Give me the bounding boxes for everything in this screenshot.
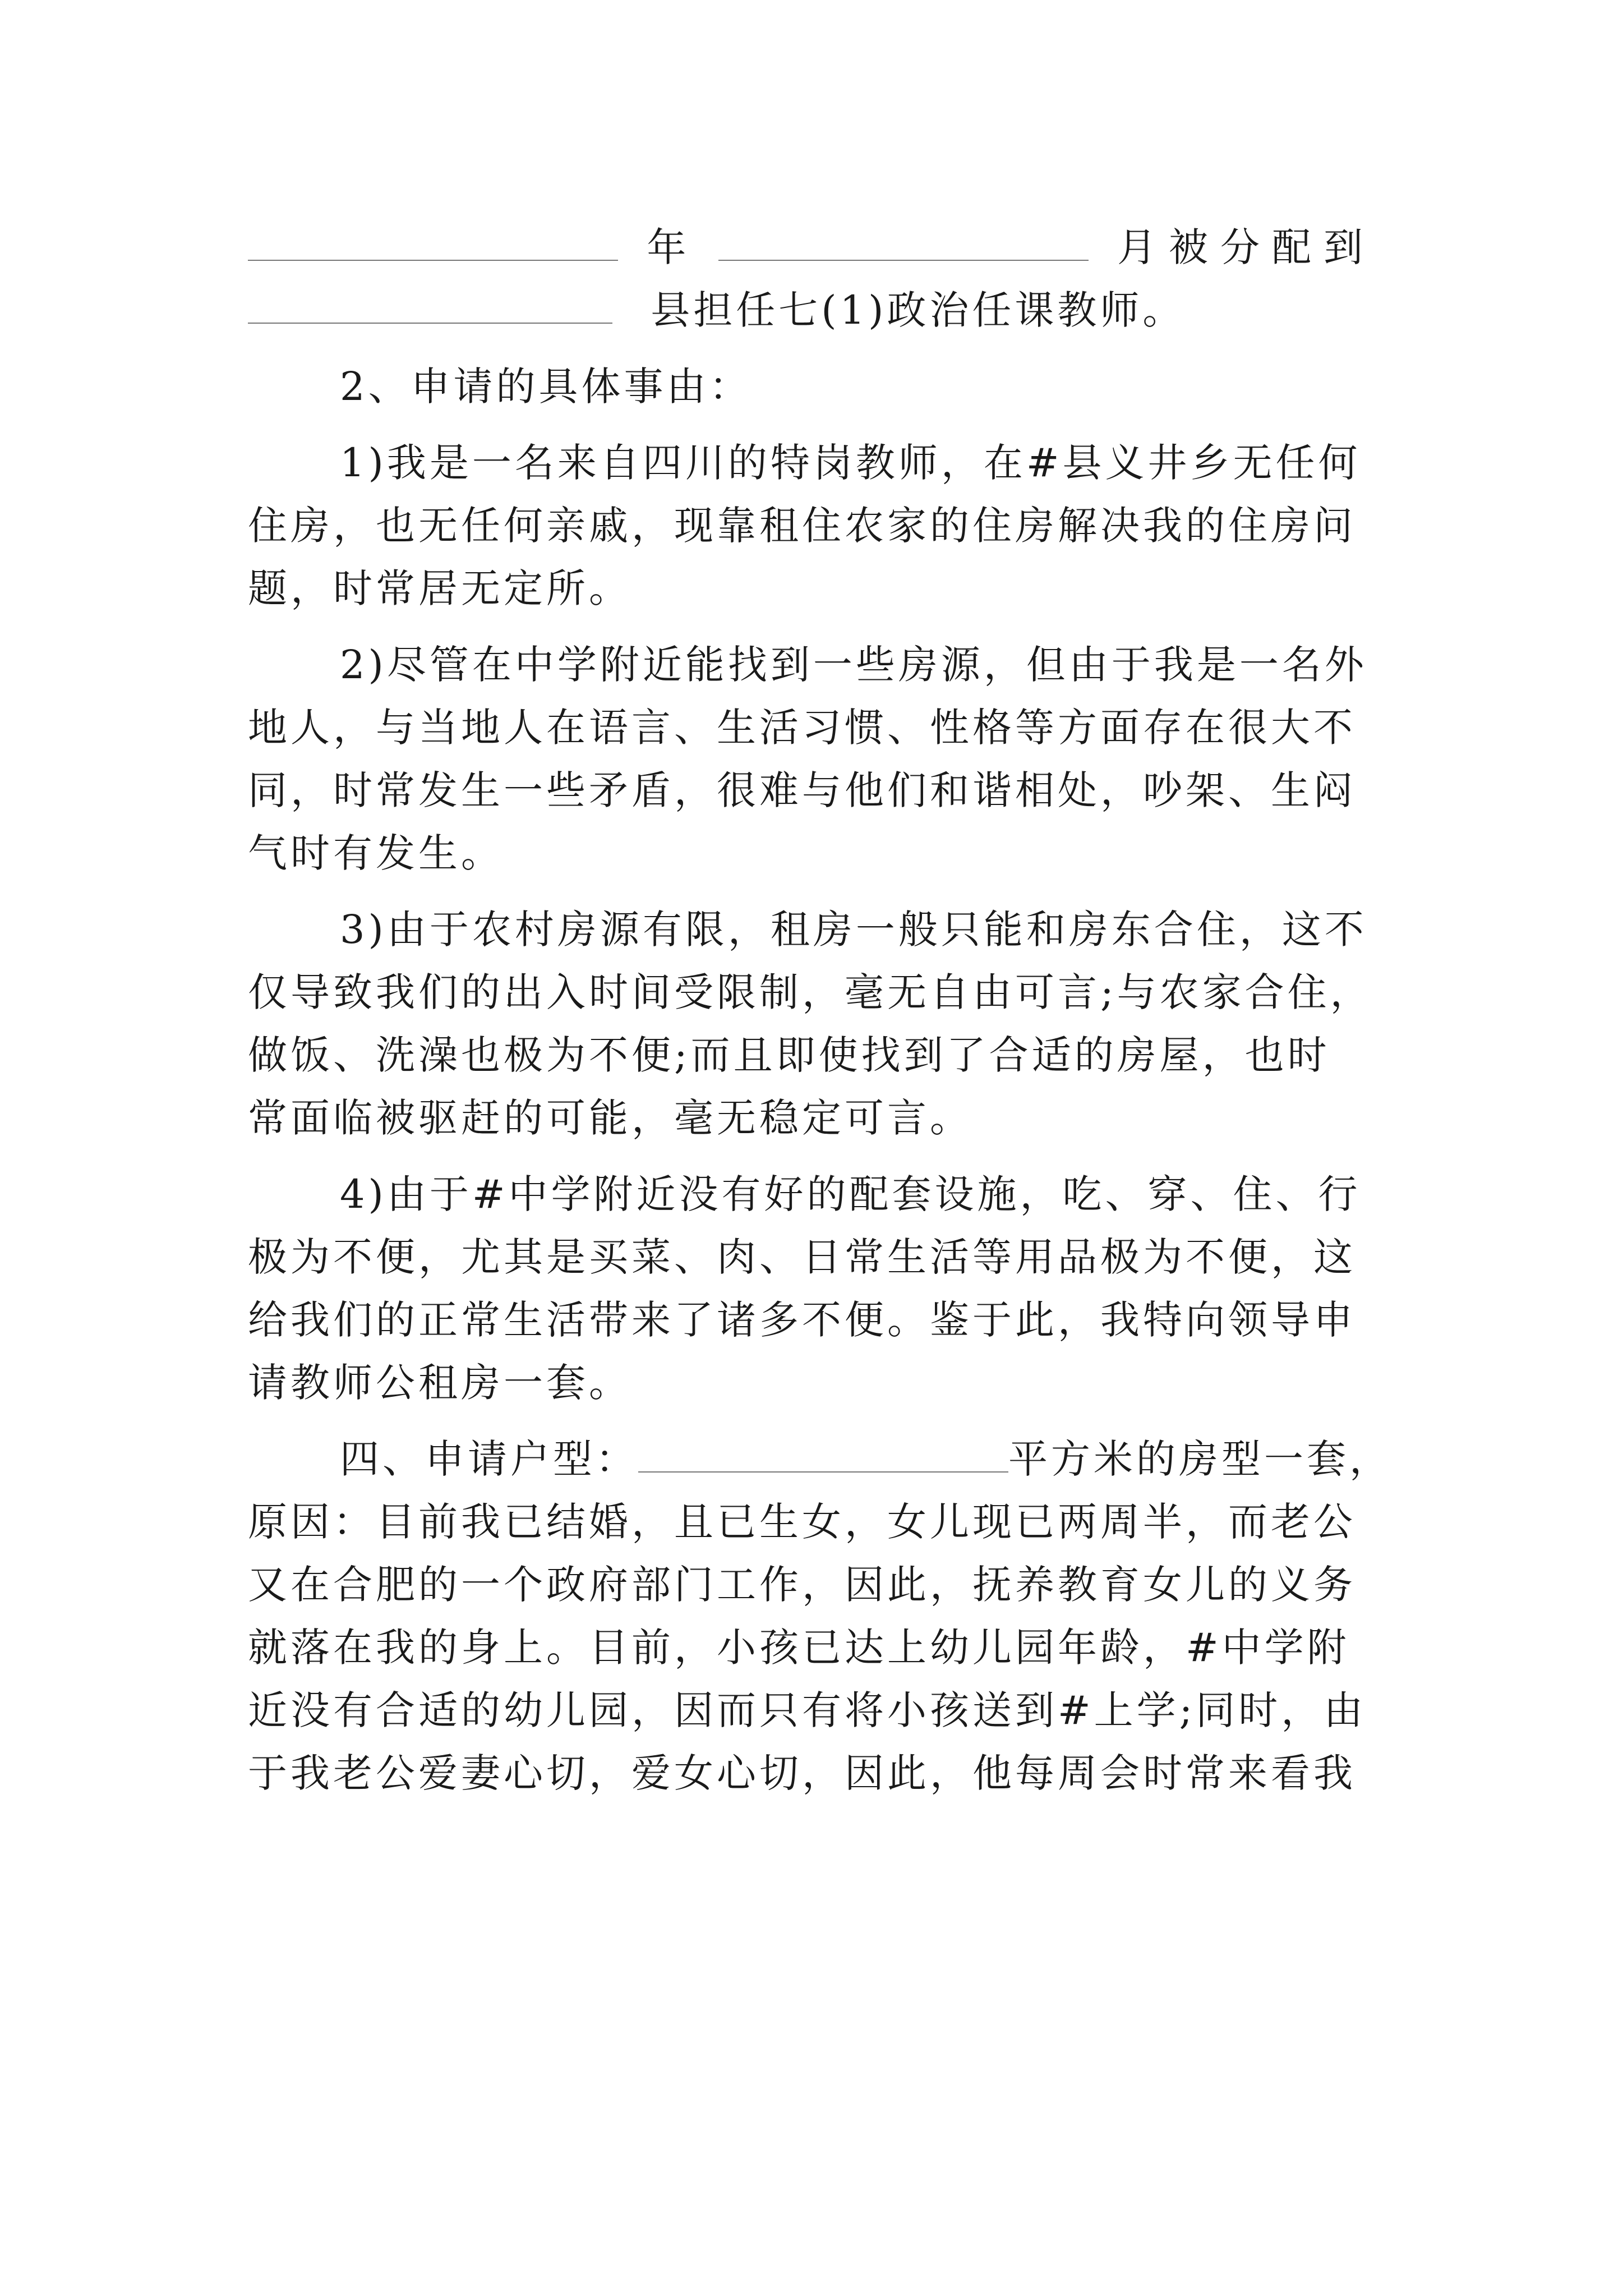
reason-4-paragraph <box>248 1163 1375 1414</box>
section-4-first-line <box>248 1428 1392 1490</box>
paragraph-line: 近没有合适的幼儿园，因而只有将小孩送到#上学;同时，由 <box>248 1687 1367 1733</box>
fill-in-blank-3 <box>248 283 612 324</box>
paragraph-line: 极为不便，尤其是买菜、肉、日常生活等用品极为不便，这 <box>248 1234 1356 1280</box>
paragraph-line: 原因：目前我已结婚，且已生女，女儿现已两周半，而老公 <box>248 1499 1356 1545</box>
section-4-label: 四、申请户型： <box>340 1436 638 1482</box>
fill-in-blank-1 <box>248 220 618 261</box>
paragraph-line: 就落在我的身上。目前，小孩已达上幼儿园年龄，#中学附 <box>248 1625 1350 1671</box>
fill-in-blank-area <box>638 1432 1008 1473</box>
section-4-suffix: 平方米的房型一套， <box>1008 1436 1392 1482</box>
paragraph-line: 住房，也无任何亲戚，现靠租住农家的住房解决我的住房问 <box>248 503 1356 549</box>
paragraph-line: 同，时常发生一些矛盾，很难与他们和谐相处，吵架、生闷 <box>248 767 1356 813</box>
assignment-line-2 <box>248 279 1375 342</box>
paragraph-line: 仅导致我们的出入时间受限制，毫无自由可言;与农家合住， <box>248 969 1373 1015</box>
paragraph-line: 4)由于#中学附近没有好的配套设施，吃、穿、住、行 <box>340 1171 1361 1217</box>
paragraph-line: 地人，与当地人在语言、生活习惯、性格等方面存在很大不 <box>248 705 1356 751</box>
paragraph-line: 请教师公租房一套。 <box>248 1360 631 1406</box>
paragraph-line: 于我老公爱妻心切，爱女心切，因此，他每周会时常来看我 <box>248 1750 1356 1796</box>
fill-in-blank-2 <box>718 220 1089 261</box>
reason-3-paragraph <box>248 898 1375 1149</box>
paragraph-line: 3)由于农村房源有限，租房一般只能和房东合住，这不 <box>340 907 1367 953</box>
paragraph-line: 2)尽管在中学附近能找到一些房源，但由于我是一名外 <box>340 642 1367 688</box>
reasons-heading: 2、申请的具体事由： <box>340 364 752 409</box>
month-label: 月被分配到 <box>1117 224 1375 270</box>
assignment-text: 县担任七(1)政治任课教师。 <box>651 287 1186 333</box>
paragraph-line: 1)我是一名来自四川的特岗教师，在#县义井乡无任何 <box>340 440 1361 486</box>
paragraph-line: 又在合肥的一个政府部门工作，因此，抚养教育女儿的义务 <box>248 1562 1356 1608</box>
assignment-line-1 <box>248 216 1375 279</box>
document-body <box>248 216 1392 1805</box>
year-label: 年 <box>647 224 690 270</box>
paragraph-line: 气时有发生。 <box>248 830 504 876</box>
paragraph-line: 常面临被驱赶的可能，毫无稳定可言。 <box>248 1095 972 1141</box>
paragraph-line: 题，时常居无定所。 <box>248 565 631 611</box>
reason-1-paragraph <box>248 431 1375 620</box>
paragraph-line: 给我们的正常生活带来了诸多不便。鉴于此，我特向领导申 <box>248 1297 1356 1343</box>
section-4-paragraph <box>248 1428 1392 1805</box>
reason-2-paragraph <box>248 633 1375 885</box>
paragraph-line: 做饭、洗澡也极为不便;而且即使找到了合适的房屋，也时 <box>248 1032 1330 1078</box>
